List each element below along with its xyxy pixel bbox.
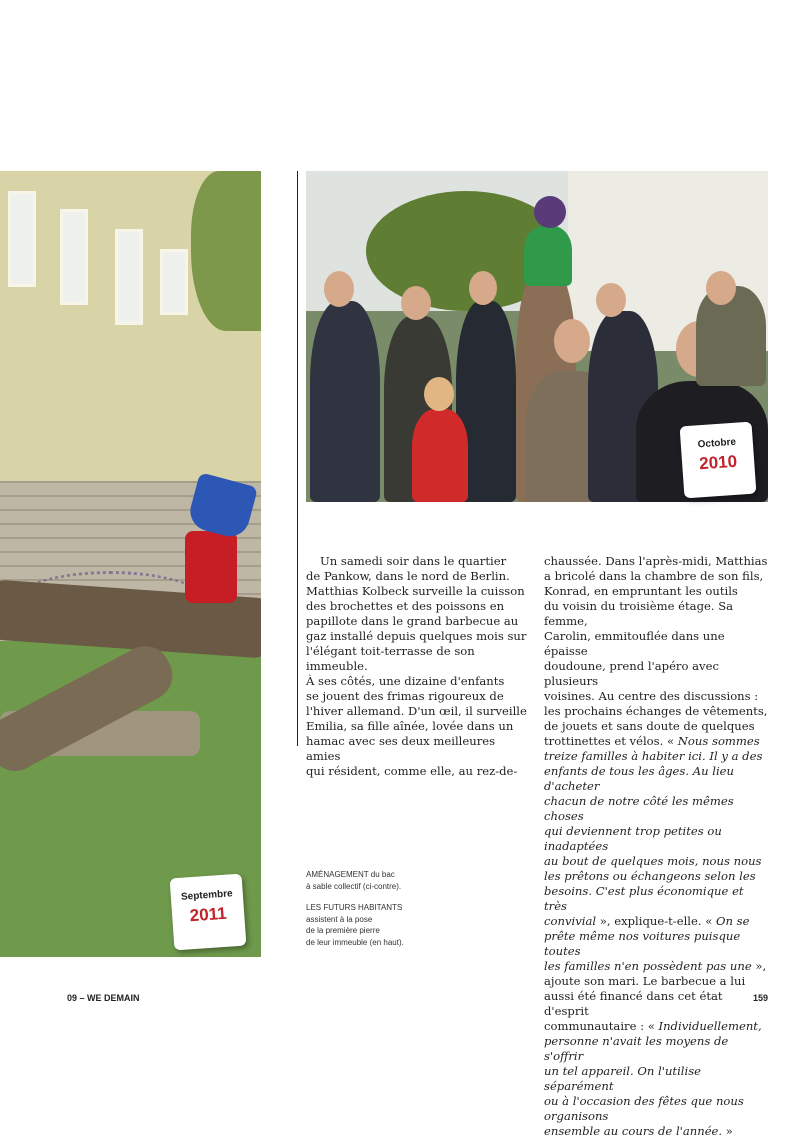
caption-lead: AMÉNAGEMENT xyxy=(306,870,369,879)
quote-text: On se prête même nos voitures puisque toutes les familles n'en possèdent pas une xyxy=(544,914,752,973)
article-column-1 xyxy=(306,554,528,779)
tree xyxy=(191,171,261,331)
person-head xyxy=(469,271,497,305)
person-head xyxy=(554,319,590,363)
photo-captions xyxy=(306,869,456,958)
quote-text: Individuellement, personne n'avait les moyens de s'offrir un tel appareil. On l'utilise séparément ou à l'occasion des fêtes que nous organisons ensemble au cours de l'année. xyxy=(544,1019,762,1138)
column-rule xyxy=(297,171,298,746)
person xyxy=(310,301,380,502)
date-badge-september-2011 xyxy=(170,874,247,951)
person xyxy=(696,286,766,386)
child xyxy=(185,531,237,603)
person-head xyxy=(324,271,354,307)
article-text: », explique-t-elle. « xyxy=(596,914,716,928)
caption xyxy=(306,869,456,892)
article-paragraph: Un samedi soir dans le quartier de Pankow, dans le nord de Berlin. Matthias Kolbeck surveille la cuisson des brochettes et des poissons en papillote dans le grand barbecue au gaz installé depuis quelques mois sur l'élégant toit-terrasse de son immeuble. À ses côtés, une dizaine d'enfants se jouent des frimas rigoureux de l'hiver allemand. D'un œil, il surveille Emilia, sa fille aînée, lovée dans un hamac avec ses deux meilleures amies qui résident, comme elle, au rez-de- xyxy=(306,554,527,778)
window xyxy=(60,209,88,305)
caption xyxy=(306,902,456,948)
person-head xyxy=(401,286,431,320)
magazine-folio: 09 – WE DEMAIN xyxy=(67,993,140,1003)
person-head xyxy=(596,283,626,317)
child-hat xyxy=(534,196,566,228)
child-on-shoulders xyxy=(524,226,572,286)
page-number: 159 xyxy=(752,993,768,1003)
article-text: chaussée. Dans l'après-midi, Matthias a bricolé dans la chambre de son fils, Konrad, en empruntant les outils du voisin du troisième étage. Sa femme, Carolin, emmitouflée dans une épaisse doudoune, prend l'apéro avec plusieurs voisines. Au centre des discussions : les prochains échanges de vêtements, de jouets et sans doute de quelques trottinettes et vélos. « xyxy=(544,554,768,748)
person-head xyxy=(424,377,454,411)
badge-year: 2011 xyxy=(189,903,228,926)
child-red-coat xyxy=(412,409,468,502)
sandbox-photo xyxy=(0,171,261,957)
caption-lead: LES FUTURS HABITANTS xyxy=(306,903,403,912)
date-badge-october-2010 xyxy=(680,422,757,499)
person-head xyxy=(706,271,736,305)
article-column-2 xyxy=(544,554,770,1139)
caption-text: assistent à la pose de la première pierre de leur immeuble (en haut). xyxy=(306,914,404,947)
badge-month: Septembre xyxy=(180,888,234,903)
article-paragraph xyxy=(544,554,770,1139)
article-text: » xyxy=(722,1124,733,1138)
quote-text: Nous sommes treize familles à habiter ici. Il y a des enfants de tous les âges. Au lieu d'acheter chacun de notre côté les mêmes choses qui deviennent trop petites ou inadaptées au bout de quelques mois, nous nous les prêtons ou échangeons selon les besoins. C'est plus économique et très convivial xyxy=(544,734,763,928)
badge-month: Octobre xyxy=(697,436,737,451)
article-text: », ajoute son mari. Le barbecue a lui aussi été financé dans cet état d'esprit communautaire : « xyxy=(544,959,767,1033)
window xyxy=(8,191,36,287)
badge-year: 2010 xyxy=(698,451,738,474)
window xyxy=(160,249,188,315)
window xyxy=(115,229,143,325)
caption-text: du bac à sable collectif (ci-contre). xyxy=(306,870,402,891)
